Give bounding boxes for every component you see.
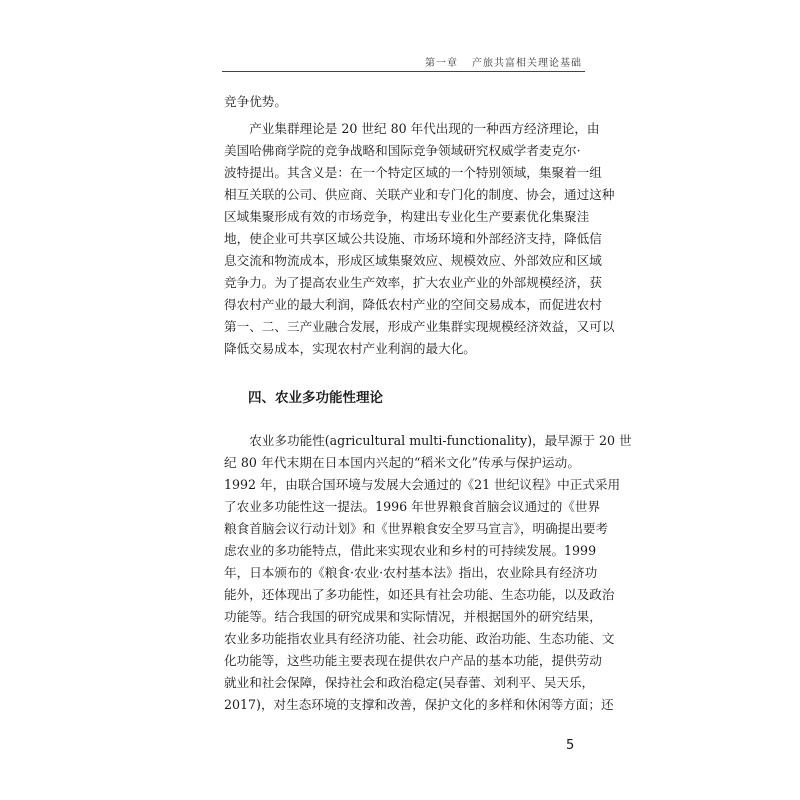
text-line: 年，日本颁布的《粮食·农业·农村基本法》指出，农业除具有经济功 [224,565,598,580]
text-line: 降低交易成本，实现农村产业利润的最大化。 [224,341,476,356]
text-line: 2017)，对生态环境的支撑和改善，保护文化的多样和休闲等方面；还 [224,697,614,712]
text-line: 得农村产业的最大利润，降低农村产业的空间交易成本，而促进农村 [224,297,602,312]
text-line: 粮食首脑会议行动计划》和《世界粮食安全罗马宣言》，明确提出要考 [224,521,609,536]
text-line: 1992 年，由联合国环境与发展大会通过的《21 世纪议程》中正式采用 [224,477,621,492]
text-line: 美国哈佛商学院的竞争战略和国际竞争领域研究权威学者麦克尔· [224,143,581,158]
text-line: 农业多功能性(agricultural multi-functionality)，最早源于 20 世 [249,433,632,448]
text-line: 功能等。结合我国的研究成果和实际情况，并根据国外的研究结果， [224,609,602,624]
text-line: 产业集群理论是 20 世纪 80 年代出现的一种西方经济理论，由 [249,121,600,136]
paragraph-industrial-cluster-theory [224,118,615,360]
text-line: 化功能等，这些功能主要表现在提供农户产品的基本功能，提供劳动 [224,653,602,668]
text-line: 息交流和物流成本，形成区域集聚效应、规模效应、外部效应和区域 [224,253,602,268]
chapter-title: 产旅共富相关理论基础 [472,58,582,69]
text-line: 纪 80 年代末期在日本国内兴起的“稻米文化”传承与保护运动。 [224,455,580,470]
text-line: 了农业多功能性这一提法。1996 年世界粮食首脑会议通过的《世界 [224,499,601,514]
text-line: 地，使企业可共享区域公共设施、市场环境和外部经济支持，降低信 [224,231,602,246]
text-line: 虑农业的多功能特点，借此来实现农业和乡村的可持续发展。1999 [224,543,597,558]
text-line: 竞争力。为了提高农业生产效率，扩大农业产业的外部规模经济，获 [224,275,602,290]
header-rule [222,71,585,72]
text-line: 相互关联的公司、供应商、关联产业和专门化的制度、协会，通过这种 [224,187,615,202]
text-line: 竞争优势。 [224,94,287,109]
text-line: 能外，还体现出了多功能性，如还具有社会功能、生态功能，以及政治 [224,587,615,602]
text-line: 波特提出。其含义是：在一个特定区域的一个特别领域，集聚着一组 [224,165,602,180]
running-header [425,54,582,69]
text-line: 区域集聚形成有效的市场竞争，构建出专业化生产要素优化集聚洼 [224,209,590,224]
chapter-label: 第一章 [425,58,458,69]
text-line: 就业和社会保障，保持社会和政治稳定(吴春蕾、刘利平、吴天乐， [224,675,595,690]
text-line: 农业多功能指农业具有经济功能、社会功能、政治功能、生态功能、文 [224,631,615,646]
page-number: 5 [566,738,575,753]
paragraph-continuation [224,91,580,113]
text-line: 第一、二、三产业融合发展，形成产业集群实现规模经济效益，又可以 [224,319,615,334]
paragraph-agricultural-multifunctionality [224,430,632,716]
section-heading: 四、农业多功能性理论 [248,390,383,406]
